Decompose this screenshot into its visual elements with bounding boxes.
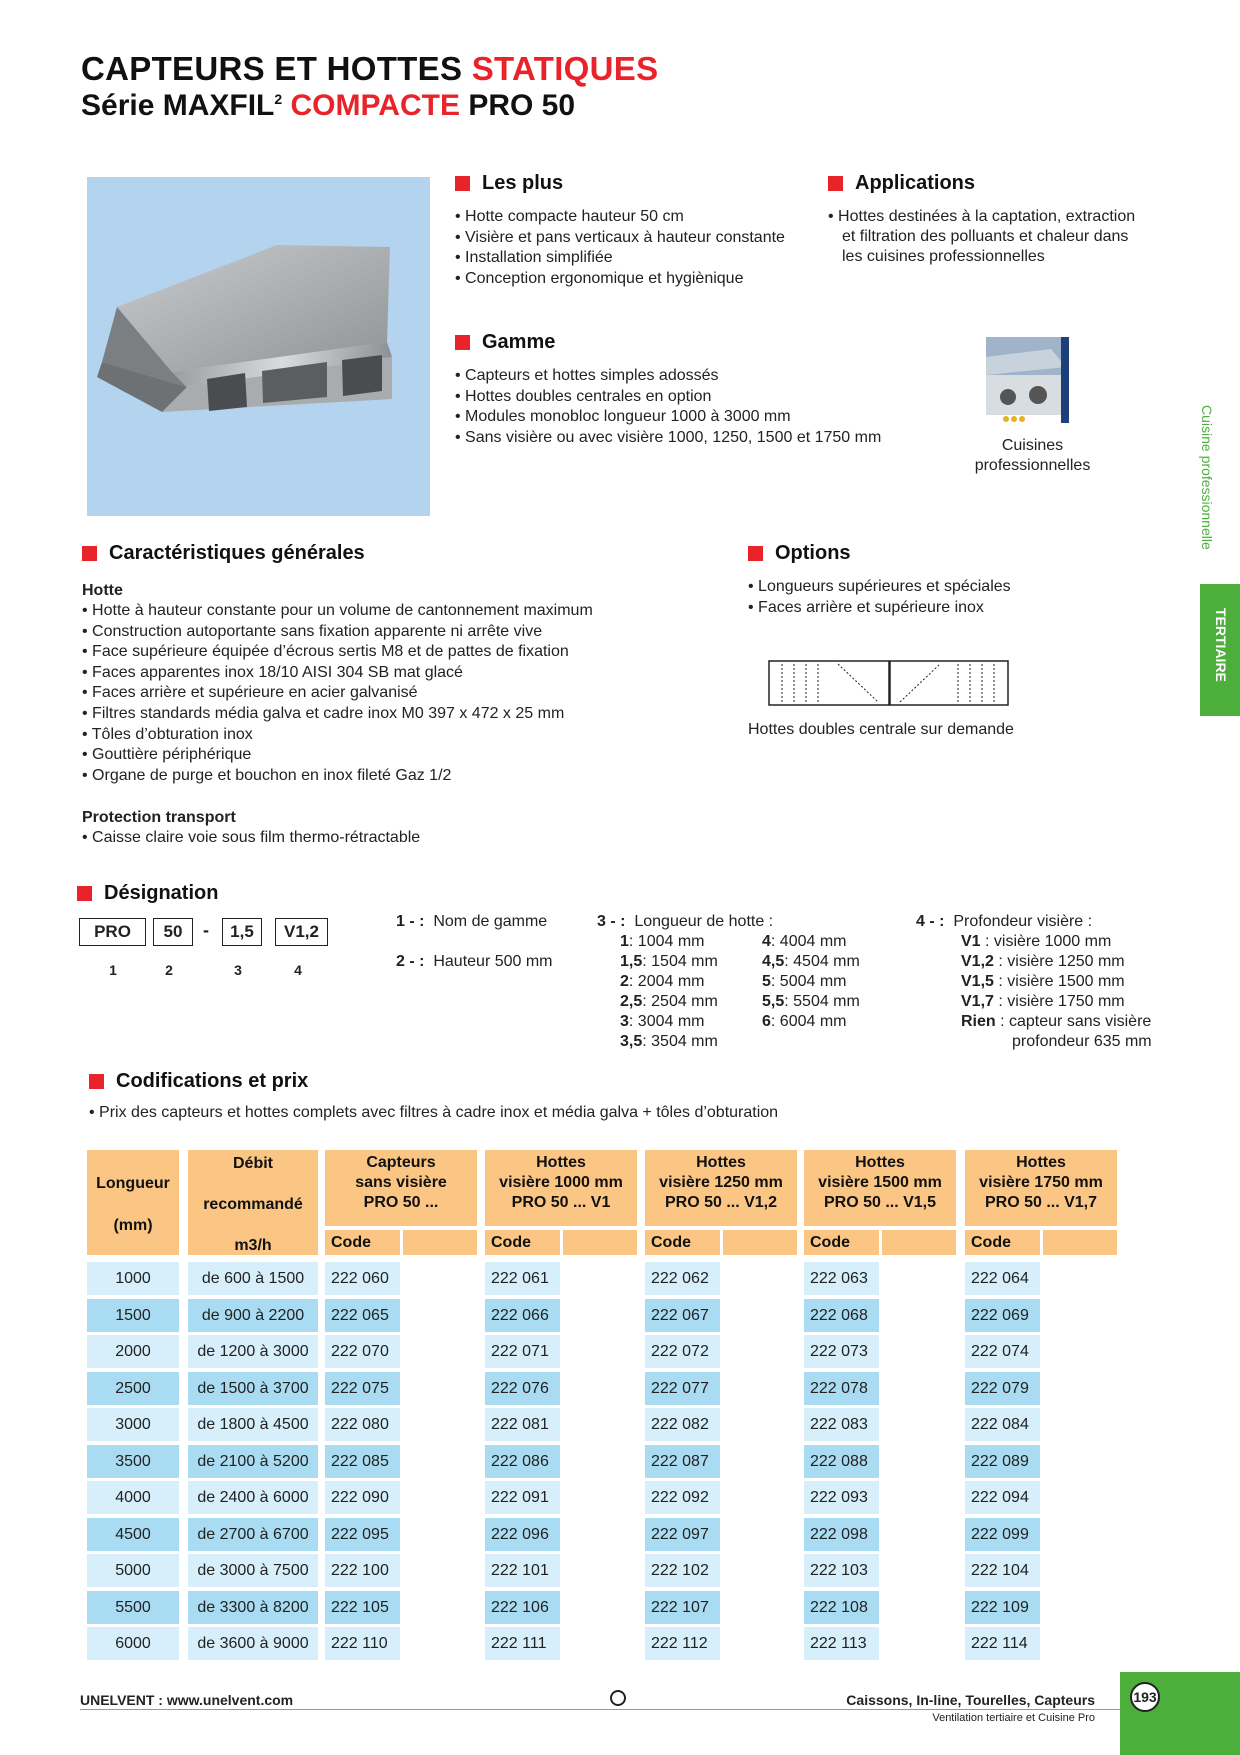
cell-code: 222 111 — [485, 1627, 560, 1660]
length-entry — [762, 932, 860, 952]
designation-item2 — [396, 952, 553, 972]
lengths-col1 — [620, 932, 718, 1052]
cell-longueur: 6000 — [87, 1627, 179, 1660]
length-key: 6 — [762, 1013, 771, 1030]
cell-code: 222 060 — [325, 1262, 400, 1295]
length-entry — [620, 992, 718, 1012]
cell-code: 222 083 — [804, 1408, 879, 1441]
transport-label: Protection transport — [82, 809, 236, 826]
length-key: 3,5 — [620, 1033, 643, 1050]
caracteristiques-heading — [82, 542, 365, 565]
hood-illustration — [87, 177, 430, 516]
header-line: Longueur — [96, 1175, 170, 1192]
list-item: • Face supérieure équipée d’écrous sertis M8 et de pattes de fixation — [82, 642, 593, 663]
cell-code: 222 066 — [485, 1299, 560, 1332]
cell-longueur: 1000 — [87, 1262, 179, 1295]
codifications-note: • Prix des capteurs et hottes complets avec filtres à cadre inox et média galva + tôles d’obturation — [89, 1104, 779, 1121]
cell-code: 222 106 — [485, 1591, 560, 1624]
header-line: sans visière — [355, 1174, 447, 1191]
designation-number: 2 — [165, 962, 173, 978]
visiere-value: : visière 1250 mm — [993, 953, 1125, 970]
col-group-header — [965, 1150, 1117, 1226]
list-item: • Construction autoportante sans fixation apparente ni arrête vive — [82, 622, 593, 643]
col-group-header — [325, 1150, 477, 1226]
cell-code: 222 100 — [325, 1554, 400, 1587]
list-item: • Sans visière ou avec visière 1000, 1250, 1500 et 1750 mm — [455, 428, 881, 449]
header-line: Capteurs — [366, 1154, 436, 1171]
cell-code: 222 088 — [804, 1445, 879, 1478]
length-value: : 1004 mm — [628, 933, 705, 950]
page-marker-icon — [610, 1690, 626, 1706]
length-entry — [762, 972, 860, 992]
length-entry — [762, 1012, 860, 1032]
cell-code: 222 094 — [965, 1481, 1040, 1514]
header-line: Débit — [233, 1155, 273, 1172]
product-image — [87, 177, 430, 516]
list-item: • Visière et pans verticaux à hauteur constante — [455, 228, 785, 249]
header-line: Hottes — [1016, 1154, 1066, 1171]
header-line: Hottes — [855, 1154, 905, 1171]
designation-item3 — [597, 912, 773, 932]
col-header-price — [563, 1230, 637, 1255]
page-number: 193 — [1130, 1682, 1160, 1712]
cell-code: 222 079 — [965, 1372, 1040, 1405]
options-heading — [748, 542, 851, 565]
bullet-square-icon — [455, 335, 470, 350]
header-line: m3/h — [234, 1237, 272, 1254]
cell-code: 222 082 — [645, 1408, 720, 1441]
visiere-list — [961, 932, 1152, 1052]
col-header-code: Code — [645, 1230, 720, 1255]
cell-code: 222 098 — [804, 1518, 879, 1551]
bullet-square-icon — [77, 886, 92, 901]
les-plus-heading — [455, 172, 563, 195]
cell-debit: de 1500 à 3700 — [188, 1372, 318, 1405]
length-value: : 5504 mm — [784, 993, 860, 1010]
cell-longueur: 3000 — [87, 1408, 179, 1441]
cell-code: 222 072 — [645, 1335, 720, 1368]
cell-longueur: 4000 — [87, 1481, 179, 1514]
applications-line: les cuisines professionnelles — [842, 248, 1045, 265]
visiere-entry — [961, 932, 1152, 952]
options-caption: Hottes doubles centrale sur demande — [748, 721, 1014, 738]
designation-value: Nom de gamme — [433, 913, 548, 930]
cell-debit: de 900 à 2200 — [188, 1299, 318, 1332]
length-key: 2,5 — [620, 993, 643, 1010]
designation-box-hauteur: 50 — [153, 918, 193, 946]
cell-code: 222 113 — [804, 1627, 879, 1660]
cell-code: 222 110 — [325, 1627, 400, 1660]
header-line: PRO 50 ... — [363, 1194, 439, 1211]
cell-code: 222 099 — [965, 1518, 1040, 1551]
list-item: • Gouttière périphérique — [82, 745, 593, 766]
cell-code: 222 067 — [645, 1299, 720, 1332]
cell-code: 222 108 — [804, 1591, 879, 1624]
cell-code: 222 081 — [485, 1408, 560, 1441]
cell-code: 222 070 — [325, 1335, 400, 1368]
designation-value: Longueur de hotte : — [634, 913, 774, 930]
header-line: PRO 50 ... V1,2 — [664, 1194, 778, 1211]
designation-key: 1 - : — [396, 913, 425, 930]
list-item: • Caisse claire voie sous film thermo-rétractable — [82, 828, 420, 849]
cell-longueur: 2000 — [87, 1335, 179, 1368]
les-plus-title: Les plus — [482, 172, 564, 194]
subtitle-part2: COMPACTE — [290, 89, 460, 122]
visiere-key: V1,7 — [961, 993, 994, 1010]
side-category-label: Cuisine professionnelle — [1199, 405, 1215, 550]
designation-key: 2 - : — [396, 953, 425, 970]
visiere-entry — [961, 952, 1152, 972]
list-item: • Filtres standards média galva et cadre inox M0 397 x 472 x 25 mm — [82, 704, 593, 725]
cell-code: 222 101 — [485, 1554, 560, 1587]
visiere-entry — [961, 972, 1152, 992]
cell-code: 222 103 — [804, 1554, 879, 1587]
length-value: : 5004 mm — [770, 973, 847, 990]
cell-debit: de 2400 à 6000 — [188, 1481, 318, 1514]
list-item: • Hotte compacte hauteur 50 cm — [455, 207, 785, 228]
col-header-code: Code — [804, 1230, 879, 1255]
col-header-price — [882, 1230, 956, 1255]
list-item: • Conception ergonomique et hygiènique — [455, 269, 785, 290]
caracteristiques-title: Caractéristiques générales — [109, 542, 365, 564]
cell-code: 222 087 — [645, 1445, 720, 1478]
cell-code: 222 092 — [645, 1481, 720, 1514]
footer-website-link[interactable]: UNELVENT : www.unelvent.com — [80, 1692, 294, 1708]
list-item: • Hottes doubles centrales en option — [455, 387, 881, 408]
cell-longueur: 5000 — [87, 1554, 179, 1587]
designation-number: 3 — [234, 962, 242, 978]
bullet-square-icon — [455, 176, 470, 191]
cell-code: 222 077 — [645, 1372, 720, 1405]
designation-box-gamme: PRO — [79, 918, 146, 946]
options-list — [748, 577, 1011, 618]
bullet-square-icon — [82, 546, 97, 561]
visiere-value: : visière 1500 mm — [993, 973, 1125, 990]
header-line: visière 1000 mm — [499, 1174, 623, 1191]
hotte-list — [82, 601, 593, 786]
cell-code: 222 086 — [485, 1445, 560, 1478]
designation-key: 4 - : — [916, 913, 945, 930]
length-value: : 2504 mm — [642, 993, 718, 1010]
cell-code: 222 114 — [965, 1627, 1040, 1660]
cell-code: 222 112 — [645, 1627, 720, 1660]
designation-title: Désignation — [104, 882, 219, 904]
visiere-value: : capteur sans visière — [995, 1013, 1152, 1030]
visiere-key: Rien — [961, 1013, 996, 1030]
designation-heading — [77, 882, 218, 905]
length-key: 4 — [762, 933, 771, 950]
length-value: : 4004 mm — [770, 933, 847, 950]
cell-longueur: 4500 — [87, 1518, 179, 1551]
applications-line: Hottes destinées à la captation, extraction — [838, 208, 1136, 225]
cell-code: 222 080 — [325, 1408, 400, 1441]
cell-code: 222 063 — [804, 1262, 879, 1295]
list-item: • Capteurs et hottes simples adossés — [455, 366, 881, 387]
cell-code: 222 102 — [645, 1554, 720, 1587]
list-item: • Faces arrière et supérieure en acier galvanisé — [82, 683, 593, 704]
length-entry — [620, 932, 718, 952]
col-group-header — [485, 1150, 637, 1226]
cell-code: 222 089 — [965, 1445, 1040, 1478]
col-header-longueur — [87, 1150, 179, 1255]
bullet-square-icon — [89, 1074, 104, 1089]
col-header-code: Code — [965, 1230, 1040, 1255]
gamme-heading — [455, 331, 555, 354]
transport-list — [82, 828, 420, 849]
designation-item4 — [916, 912, 1092, 932]
cell-code: 222 071 — [485, 1335, 560, 1368]
header-line: visière 1750 mm — [979, 1174, 1103, 1191]
cell-code: 222 096 — [485, 1518, 560, 1551]
header-line: visière 1500 mm — [818, 1174, 942, 1191]
applications-line: et filtration des polluants et chaleur dans — [842, 228, 1129, 245]
cell-code: 222 104 — [965, 1554, 1040, 1587]
cell-debit: de 2100 à 5200 — [188, 1445, 318, 1478]
cell-debit: de 1200 à 3000 — [188, 1335, 318, 1368]
applications-text: • Hottes destinées à la captation, extraction et filtration des polluants et chaleur dans les cuisines professionnelles — [828, 208, 1136, 265]
cell-code: 222 107 — [645, 1591, 720, 1624]
length-entry — [620, 972, 718, 992]
footer-catalog-subtitle: Ventilation tertiaire et Cuisine Pro — [932, 1712, 1095, 1724]
visiere-key: V1,5 — [961, 973, 994, 990]
length-entry — [762, 952, 860, 972]
cuisines-caption — [960, 436, 1105, 476]
cell-code: 222 075 — [325, 1372, 400, 1405]
length-entry — [620, 952, 718, 972]
lengths-col2 — [762, 932, 860, 1032]
visiere-rien-line2: profondeur 635 mm — [1012, 1033, 1152, 1050]
bullet-square-icon — [748, 546, 763, 561]
designation-key: 3 - : — [597, 913, 626, 930]
length-value: : 3004 mm — [628, 1013, 705, 1030]
col-header-price — [1043, 1230, 1117, 1255]
side-tab-label: TERTIAIRE — [1213, 608, 1229, 682]
length-key: 3 — [620, 1013, 629, 1030]
cell-code: 222 084 — [965, 1408, 1040, 1441]
length-value: : 3504 mm — [642, 1033, 718, 1050]
length-value: : 1504 mm — [642, 953, 718, 970]
length-entry — [620, 1032, 718, 1052]
subtitle-part1: Série MAXFIL — [81, 89, 275, 122]
cell-debit: de 3600 à 9000 — [188, 1627, 318, 1660]
designation-value: Hauteur 500 mm — [433, 953, 553, 970]
side-tab — [1200, 584, 1240, 716]
header-line: recommandé — [203, 1196, 303, 1213]
caption-line: Cuisines — [1001, 437, 1064, 454]
codifications-heading — [89, 1070, 308, 1093]
bullet-square-icon — [828, 176, 843, 191]
designation-box-visiere: V1,2 — [275, 918, 328, 946]
list-item: • Organe de purge et bouchon en inox fileté Gaz 1/2 — [82, 766, 593, 787]
designation-number: 1 — [109, 962, 117, 978]
visiere-value: : visière 1000 mm — [980, 933, 1112, 950]
cell-code: 222 097 — [645, 1518, 720, 1551]
list-item: • Longueurs supérieures et spéciales — [748, 577, 1011, 598]
gamme-title: Gamme — [482, 331, 556, 353]
title-part2: STATIQUES — [471, 50, 659, 87]
list-item: • Faces arrière et supérieure inox — [748, 598, 1011, 619]
cell-code: 222 085 — [325, 1445, 400, 1478]
cell-debit: de 2700 à 6700 — [188, 1518, 318, 1551]
list-item: • Faces apparentes inox 18/10 AISI 304 SB mat glacé — [82, 663, 593, 684]
col-header-code: Code — [485, 1230, 560, 1255]
cell-longueur: 3500 — [87, 1445, 179, 1478]
header-line: PRO 50 ... V1,5 — [823, 1194, 937, 1211]
cell-code: 222 078 — [804, 1372, 879, 1405]
caption-line: professionnelles — [974, 457, 1091, 474]
cell-code: 222 069 — [965, 1299, 1040, 1332]
designation-dash: - — [203, 920, 209, 940]
list-item: • Tôles d’obturation inox — [82, 725, 593, 746]
col-header-code: Code — [325, 1230, 400, 1255]
cell-longueur: 2500 — [87, 1372, 179, 1405]
length-key: 2 — [620, 973, 629, 990]
cell-code: 222 109 — [965, 1591, 1040, 1624]
options-title: Options — [775, 542, 851, 564]
cell-longueur: 1500 — [87, 1299, 179, 1332]
visiere-key: V1 — [961, 933, 981, 950]
length-entry — [762, 992, 860, 1012]
cell-debit: de 3300 à 8200 — [188, 1591, 318, 1624]
header-line: Hottes — [696, 1154, 746, 1171]
cell-longueur: 5500 — [87, 1591, 179, 1624]
length-key: 5 — [762, 973, 771, 990]
codifications-title: Codifications et prix — [116, 1070, 309, 1092]
length-value: : 4504 mm — [784, 953, 860, 970]
designation-item1 — [396, 912, 547, 932]
header-line: visière 1250 mm — [659, 1174, 783, 1191]
applications-title: Applications — [855, 172, 976, 194]
les-plus-list — [455, 207, 785, 289]
page-subtitle — [81, 89, 575, 123]
visiere-entry — [961, 1012, 1152, 1032]
list-item: • Hotte à hauteur constante pour un volume de cantonnement maximum — [82, 601, 593, 622]
double-hood-diagram — [768, 660, 1010, 706]
list-item: • Installation simplifiée — [455, 248, 785, 269]
header-line: Hottes — [536, 1154, 586, 1171]
cell-code: 222 061 — [485, 1262, 560, 1295]
page-title — [81, 50, 658, 88]
cell-code: 222 105 — [325, 1591, 400, 1624]
col-header-debit — [188, 1150, 318, 1255]
cuisines-professionnelles-icon — [986, 337, 1072, 427]
length-key: 1,5 — [620, 953, 643, 970]
col-header-price — [723, 1230, 797, 1255]
side-category — [1190, 405, 1220, 580]
cell-code: 222 076 — [485, 1372, 560, 1405]
subtitle-part3: PRO 50 — [468, 89, 576, 122]
subtitle-sup: 2 — [274, 91, 283, 107]
col-group-header — [645, 1150, 797, 1226]
cell-code: 222 064 — [965, 1262, 1040, 1295]
footer-divider — [80, 1709, 1120, 1710]
header-line: PRO 50 ... V1 — [511, 1194, 611, 1211]
hotte-label: Hotte — [82, 582, 123, 599]
cell-code: 222 073 — [804, 1335, 879, 1368]
codifications-note-text: Prix des capteurs et hottes complets avec filtres à cadre inox et média galva + tôles d’obturation — [99, 1104, 779, 1121]
header-line: (mm) — [113, 1217, 153, 1234]
length-value: : 6004 mm — [770, 1013, 847, 1030]
cell-debit: de 600 à 1500 — [188, 1262, 318, 1295]
cell-debit: de 1800 à 4500 — [188, 1408, 318, 1441]
cell-code: 222 062 — [645, 1262, 720, 1295]
applications-heading — [828, 172, 975, 195]
visiere-entry — [961, 992, 1152, 1012]
cell-code: 222 093 — [804, 1481, 879, 1514]
length-entry — [620, 1012, 718, 1032]
footer-catalog-title: Caissons, In-line, Tourelles, Capteurs — [846, 1692, 1095, 1708]
header-line: PRO 50 ... V1,7 — [984, 1194, 1098, 1211]
cell-code: 222 074 — [965, 1335, 1040, 1368]
designation-value: Profondeur visière : — [953, 913, 1093, 930]
cell-code: 222 068 — [804, 1299, 879, 1332]
designation-box-longueur: 1,5 — [222, 918, 262, 946]
title-part1: CAPTEURS ET HOTTES — [81, 50, 463, 87]
cell-debit: de 3000 à 7500 — [188, 1554, 318, 1587]
col-header-price — [403, 1230, 477, 1255]
cell-code: 222 095 — [325, 1518, 400, 1551]
length-key: 5,5 — [762, 993, 785, 1010]
length-key: 4,5 — [762, 953, 785, 970]
cell-code: 222 090 — [325, 1481, 400, 1514]
cell-code: 222 091 — [485, 1481, 560, 1514]
visiere-value: : visière 1750 mm — [993, 993, 1125, 1010]
col-group-header — [804, 1150, 956, 1226]
visiere-key: V1,2 — [961, 953, 994, 970]
gamme-list — [455, 366, 881, 448]
list-item: • Modules monobloc longueur 1000 à 3000 mm — [455, 407, 881, 428]
cell-code: 222 065 — [325, 1299, 400, 1332]
designation-number: 4 — [294, 962, 302, 978]
length-value: : 2004 mm — [628, 973, 705, 990]
length-key: 1 — [620, 933, 629, 950]
